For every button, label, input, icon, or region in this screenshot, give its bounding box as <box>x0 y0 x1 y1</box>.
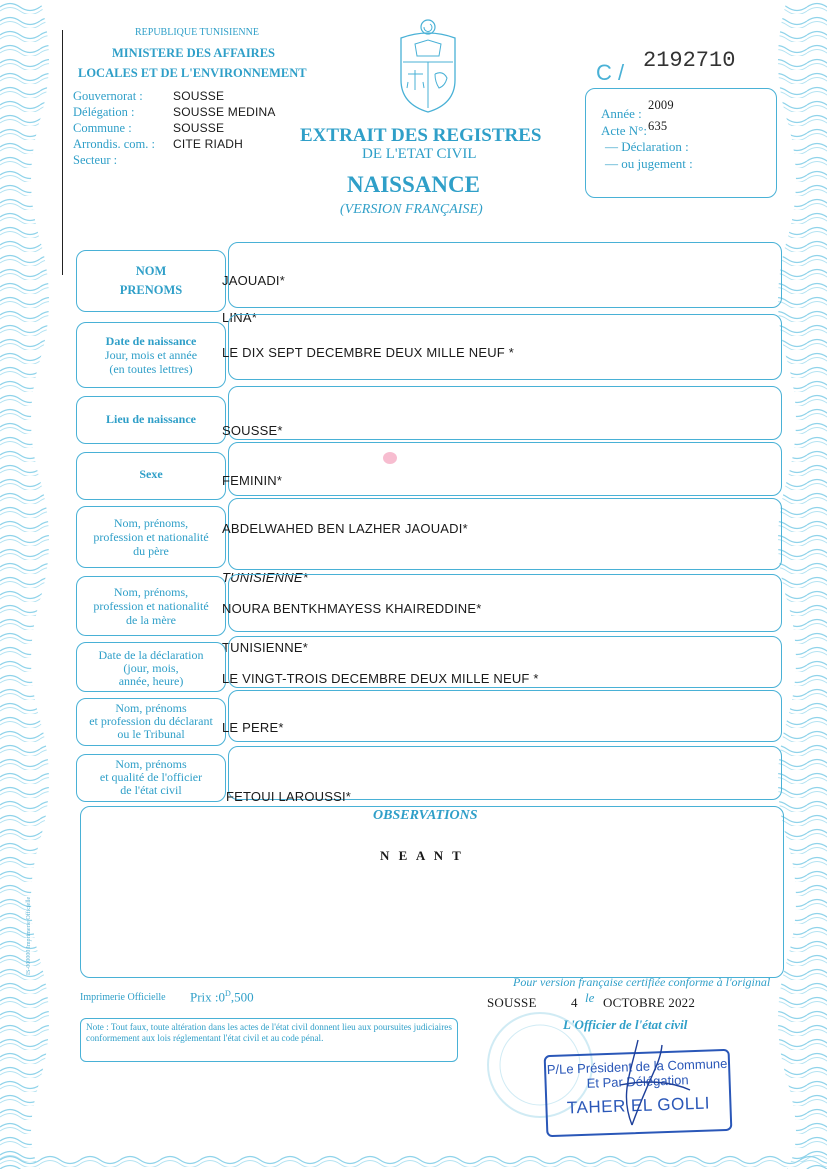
title-naissance: NAISSANCE <box>347 172 480 197</box>
officier-value: FETOUI LAROUSSI* <box>226 789 352 804</box>
printer-label: Imprimerie Officielle <box>80 992 166 1003</box>
mere-label: Nom, prénoms, profession et nationalité de la mère <box>93 585 209 627</box>
title-etat-civil: DE L'ETAT CIVIL <box>362 146 477 162</box>
sexe-label: Sexe <box>139 467 163 481</box>
margin-line <box>62 30 63 275</box>
republic-label: REPUBLIQUE TUNISIENNE <box>135 27 259 38</box>
serial-prefix: C / <box>596 60 625 85</box>
jugement-label: — ou jugement : <box>605 156 693 171</box>
ministry-line2: LOCALES ET DE L'ENVIRONNEMENT <box>78 66 307 80</box>
nom-label: NOM PRENOMS <box>119 264 183 297</box>
title-extrait: EXTRAIT DES REGISTRES <box>300 125 542 146</box>
declaration-date-label: Date de la déclaration (jour, mois, année, heure) <box>98 647 204 688</box>
nom-value-box <box>228 242 782 308</box>
pere-label: Nom, prénoms, profession et nationalité du père <box>93 516 209 558</box>
pere-nationality: TUNISIENNE* <box>222 570 308 585</box>
lieu-label: Lieu de naissance <box>105 412 196 426</box>
mere-nationality: TUNISIENNE* <box>222 640 308 655</box>
arrondissement-value: CITE RIADH <box>173 137 244 151</box>
note-text: Note : Tout faux, toute altération dans les actes de l'état civil donnent lieu aux poursuites judiciaires conformement aux lois réglementant l'état civil et au code pénal. <box>86 1022 452 1043</box>
nom-value: JAOUADI* <box>222 273 286 288</box>
secteur-label: Secteur : <box>73 153 118 167</box>
month-year-value: OCTOBRE 2022 <box>603 995 696 1010</box>
date-naissance-label: Date de naissance Jour, mois et année (en toutes lettres) <box>104 334 198 376</box>
security-border-left <box>0 0 60 1169</box>
delegation-label: Délégation : <box>73 105 135 119</box>
officier-label: Nom, prénoms et qualité de l'officier de l'état civil <box>99 756 203 797</box>
annee-label: Année : <box>601 106 642 121</box>
sexe-value-box <box>228 442 782 496</box>
admin-block <box>73 88 276 168</box>
signature-icon <box>590 1035 710 1135</box>
observations-box <box>80 806 784 978</box>
delegation-value: SOUSSE MEDINA <box>173 105 276 119</box>
prenoms-value: LINA* <box>222 310 257 325</box>
title-version: (VERSION FRANÇAISE) <box>340 202 483 217</box>
certified-label: Pour version française certifiée conforme à l'original <box>513 975 771 989</box>
stamp-line3: TAHER EL GOLLI <box>566 1093 711 1118</box>
gouvernorat-value: SOUSSE <box>173 89 225 103</box>
side-printer-mark: IS-000000 Imprimerie Officielle <box>26 896 32 975</box>
commune-label: Commune : <box>73 121 132 135</box>
officer-title: L'Officier de l'état civil <box>563 1017 688 1032</box>
commune-value: SOUSSE <box>173 121 225 135</box>
price-label: Prix $:0^D,500$ <box>190 989 254 1005</box>
date-naissance-value: LE DIX SEPT DECEMBRE DEUX MILLE NEUF * <box>222 345 514 360</box>
serial-number: 2192710 <box>643 48 736 73</box>
sexe-value: FEMININ* <box>222 473 283 488</box>
acte-value: 635 <box>648 119 668 133</box>
lieu-value: SOUSSE* <box>222 423 283 438</box>
security-border-bottom <box>0 1153 827 1169</box>
observations-value: N E A N T <box>380 848 464 863</box>
arrondissement-label: Arrondis. com. : <box>73 137 155 151</box>
mere-value: NOURA BENTKHMAYESS KHAIREDDINE* <box>222 601 482 616</box>
declaration-value: LE VINGT-TROIS DECEMBRE DEUX MILLE NEUF * <box>222 671 539 686</box>
declarant-label: Nom, prénoms et profession du déclarant ou le Tribunal <box>89 700 213 741</box>
gouvernorat-label: Gouvernorat : <box>73 89 143 103</box>
le-label: le <box>585 990 595 1005</box>
declarant-value-box <box>228 690 782 742</box>
ink-spot <box>383 452 397 464</box>
stamp-line1: P/Le Président de la Commune <box>546 1055 728 1078</box>
pere-value: ABDELWAHED BEN LAZHER JAOUADI* <box>222 521 468 536</box>
annee-value: 2009 <box>648 98 674 112</box>
coat-of-arms-icon <box>393 18 463 114</box>
declarant-value: LE PERE* <box>222 720 284 735</box>
place-value: SOUSSE <box>487 995 537 1010</box>
observations-title: OBSERVATIONS <box>373 808 478 823</box>
lieu-value-box <box>228 386 782 440</box>
declaration-label: — Déclaration : <box>605 139 689 154</box>
acte-label: Acte N°: <box>601 123 647 138</box>
ministry-line1: MINISTERE DES AFFAIRES <box>112 46 276 60</box>
stamp-line2: Et Par Délégation <box>586 1072 689 1091</box>
day-value: 4 <box>571 995 578 1010</box>
